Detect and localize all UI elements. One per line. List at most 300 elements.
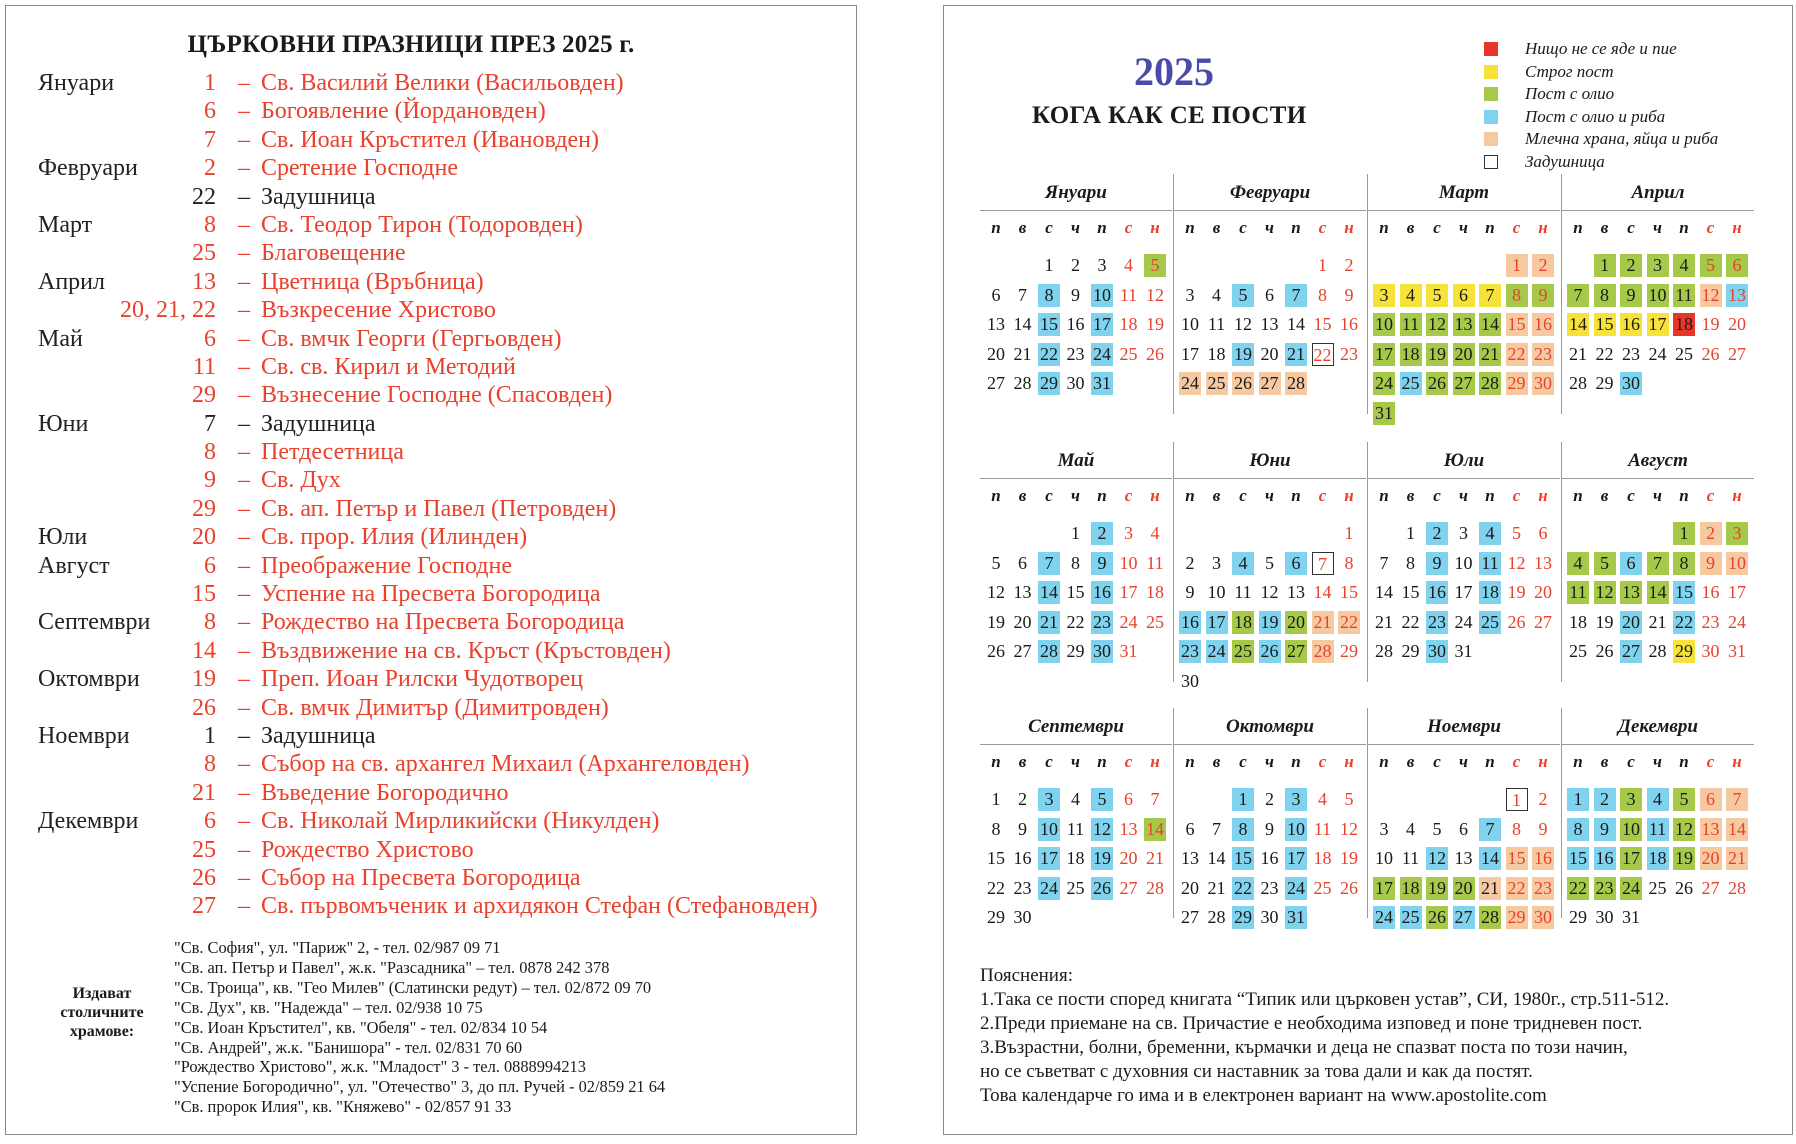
feast-dash: – [238, 779, 250, 806]
calendar-day: 3 [1459, 523, 1468, 543]
feast-row [38, 693, 852, 721]
calendar-day: 7 [1150, 789, 1160, 809]
weekday-header: н [1344, 752, 1354, 771]
calendar-day: 4 [1124, 255, 1133, 275]
calendar-day: 7 [1212, 818, 1221, 839]
calendar-day: 19 [1675, 848, 1693, 868]
feast-day: 6 [204, 808, 216, 835]
calendar-day: 24 [1728, 611, 1746, 632]
calendar-day: 21 [1481, 343, 1499, 364]
calendar-day: 24 [1119, 611, 1138, 632]
weekday-header: п [1379, 486, 1389, 505]
calendar-day: 22 [1569, 877, 1587, 898]
calendar-day: 22 [1675, 611, 1693, 632]
calendar-day: 28 [1313, 641, 1332, 661]
month-name: Октомври [1226, 716, 1314, 737]
calendar-day: 26 [987, 641, 1005, 661]
calendar-day: 18 [1066, 848, 1085, 868]
feast-month: Май [38, 325, 83, 352]
weekday-header: н [1732, 486, 1742, 505]
note-line: 3.Възрастни, болни, бременни, кърмачки и деца не спазват поста по този начин, [980, 1037, 1628, 1058]
weekday-header: с [1124, 752, 1133, 771]
feast-day: 9 [204, 467, 216, 494]
calendar-day: 21 [1728, 848, 1746, 868]
weekday-header: в [1406, 218, 1415, 237]
weekday-header: в [1212, 752, 1221, 771]
calendar-day: 26 [1093, 877, 1111, 898]
calendar-day: 15 [1569, 848, 1587, 868]
weekday-header: в [1600, 486, 1609, 505]
calendar-day: 9 [1018, 818, 1027, 839]
calendar-day: 13 [1701, 818, 1720, 839]
feast-month: Април [38, 268, 105, 295]
feast-day: 15 [192, 581, 216, 608]
calendar-day: 6 [1726, 254, 1748, 277]
weekday-header: н [1732, 218, 1742, 237]
month-separator [1367, 442, 1368, 682]
calendar-day: 23 [1534, 877, 1552, 898]
calendar-day: 1 [1406, 523, 1415, 543]
feast-dash: – [238, 694, 250, 721]
weekday-header: с [1433, 486, 1441, 505]
calendar-day: 14 [1481, 314, 1499, 334]
calendar-day: 10 [1454, 552, 1473, 573]
feast-dash: – [238, 155, 250, 182]
weekday-header: в [1600, 218, 1609, 237]
month-rule [1174, 478, 1366, 479]
calendar-day: 20 [1622, 611, 1640, 632]
calendar-day: 7 [1726, 788, 1748, 811]
calendar-day: 21 [1013, 343, 1032, 364]
calendar-day: 29 [1066, 641, 1085, 661]
feast-day: 22 [192, 183, 216, 210]
weekday-header: с [1706, 752, 1715, 771]
calendar-day: 3 [1212, 552, 1221, 573]
calendar-day: 19 [1234, 343, 1252, 364]
calendar-day: 18 [1207, 343, 1226, 364]
calendar-day: 20 [1701, 848, 1720, 868]
calendar-day: 14 [1313, 582, 1332, 602]
calendar-day: 22 [1234, 877, 1252, 898]
month-separator [1561, 174, 1562, 414]
feast-row [38, 664, 852, 692]
feast-month: Септември [38, 609, 151, 636]
calendar-day: 18 [1234, 611, 1252, 632]
feast-row [38, 522, 852, 550]
calendar-day: 7 [1567, 284, 1589, 307]
calendar-day: 29 [1040, 373, 1058, 393]
calendar-day: 25 [1119, 343, 1138, 364]
feast-day: 14 [192, 637, 216, 664]
calendar-day: 27 [1119, 877, 1138, 898]
calendar-day: 19 [1595, 611, 1614, 632]
church-holidays-card [5, 5, 857, 1135]
feast-dash: – [238, 893, 250, 920]
calendar-day: 12 [1595, 582, 1614, 602]
feast-row [38, 778, 852, 806]
calendar-day: 16 [1534, 848, 1552, 868]
calendar-day: 22 [1401, 611, 1420, 632]
calendar-day: 16 [1622, 314, 1640, 334]
note-line: но се съветват с духовния си наставник за това дали и как да постят. [980, 1061, 1533, 1082]
month-name: Февруари [1229, 182, 1311, 203]
calendar-day: 11 [1146, 552, 1164, 573]
calendar-day: 4 [1212, 284, 1221, 305]
calendar-day: 31 [1093, 373, 1111, 393]
month-name: Декември [1617, 716, 1698, 737]
calendar-day: 28 [1375, 641, 1393, 661]
weekday-header: в [1212, 218, 1221, 237]
calendar-day: 7 [1018, 284, 1027, 305]
feast-name: Св. Николай Мирликийски (Никулден) [261, 808, 660, 835]
calendar-day: 8 [1506, 284, 1528, 307]
calendar-day: 23 [1093, 611, 1111, 632]
calendar-day: 9 [1538, 818, 1548, 839]
month-separator [1173, 708, 1174, 918]
calendar-day: 5 [1432, 818, 1442, 839]
calendar-day: 7 [1379, 552, 1389, 573]
feast-row [38, 295, 852, 323]
calendar-day: 1 [1344, 523, 1354, 543]
weekday-header: п [1679, 486, 1689, 505]
calendar-day: 6 [1538, 523, 1548, 543]
weekday-header: в [1600, 752, 1609, 771]
calendar-day: 19 [1507, 582, 1526, 602]
weekday-header: п [1379, 752, 1389, 771]
feast-row [38, 863, 852, 891]
calendar-day: 1 [1673, 522, 1695, 545]
note-line: 2.Преди приемане на св. Причастие е необходима изповед и поне тридневен пост. [980, 1013, 1643, 1034]
calendar-day: 15 [1507, 314, 1526, 334]
feast-name: Възкресение Христово [261, 297, 496, 324]
feast-month: Декември [38, 808, 139, 835]
weekday-header: с [1512, 486, 1521, 505]
month-rule [1562, 210, 1754, 211]
month-separator [1367, 174, 1368, 414]
calendar-day: 30 [1260, 907, 1279, 927]
weekday-header: н [1344, 486, 1354, 505]
calendar-day: 25 [1648, 877, 1667, 898]
calendar-day: 14 [1648, 582, 1667, 602]
feast-dash: – [238, 524, 250, 551]
month-block [1562, 442, 1754, 674]
month-rule [1562, 478, 1754, 479]
publisher-line: "Св. София", ул. "Париж" 2, - тел. 02/987 09 71 [174, 938, 501, 957]
calendar-day: 27 [1701, 877, 1720, 898]
calendar-day: 6 [991, 284, 1001, 305]
calendar-day: 6 [1185, 818, 1195, 839]
calendar-day: 8 [1318, 284, 1327, 305]
feast-name: Св. Дух [261, 467, 341, 494]
weekday-header: п [1485, 752, 1495, 771]
month-rule [1174, 744, 1366, 745]
feast-name: Въведение Богородично [261, 779, 509, 806]
calendar-day: 30 [1066, 373, 1085, 393]
feast-dash: – [238, 268, 250, 295]
month-block [1368, 442, 1560, 674]
feast-name: Задушница [261, 410, 376, 437]
calendar-day: 24 [1181, 373, 1199, 393]
calendar-day: 29 [1340, 641, 1358, 661]
month-rule [980, 210, 1172, 211]
month-name: Януари [1045, 182, 1107, 203]
month-block [1368, 708, 1560, 940]
calendar-day: 21 [1040, 611, 1058, 632]
calendar-day: 5 [1426, 284, 1448, 307]
calendar-day: 27 [1181, 907, 1199, 927]
weekday-header: н [1150, 218, 1160, 237]
feast-list [38, 68, 852, 920]
calendar-day: 10 [1622, 818, 1640, 839]
calendar-day: 26 [1234, 373, 1252, 393]
feast-name: Богоявление (Йордановден) [261, 98, 546, 125]
publishers-label-line: храмове: [69, 1023, 135, 1040]
weekday-header: п [1097, 218, 1107, 237]
calendar-day: 14 [1146, 818, 1164, 839]
calendar-day: 2 [1426, 522, 1448, 545]
feast-name: Св. св. Кирил и Методий [261, 353, 516, 380]
feast-dash: – [238, 382, 250, 409]
calendar-day: 29 [1234, 907, 1252, 927]
calendar-day: 16 [1701, 582, 1720, 602]
weekday-header: ч [1653, 486, 1662, 505]
calendar-day: 4 [1150, 523, 1160, 543]
calendar-day: 30 [1595, 907, 1614, 927]
month-rule [980, 744, 1172, 745]
calendar-day: 21 [1146, 848, 1164, 868]
weekday-header: н [1538, 218, 1548, 237]
feast-day: 26 [192, 694, 216, 721]
feast-month: Ноември [38, 722, 130, 749]
weekday-header: н [1150, 752, 1160, 771]
calendar-day: 3 [1379, 818, 1389, 839]
feast-dash: – [238, 637, 250, 664]
month-rule [1368, 478, 1560, 479]
legend-swatch [1484, 132, 1498, 146]
feast-name: Преп. Иоан Рилски Чудотворец [261, 666, 584, 693]
calendar-day: 8 [1594, 284, 1616, 307]
calendar-day: 11 [1066, 818, 1085, 839]
calendar-day: 18 [1313, 848, 1332, 868]
feast-day: 6 [204, 98, 216, 125]
calendar-day: 7 [1479, 818, 1501, 841]
calendar-day: 8 [1512, 818, 1521, 839]
feast-day: 7 [204, 410, 216, 437]
month-rule [980, 478, 1172, 479]
calendar-day: 14 [1287, 314, 1305, 334]
calendar-day: 31 [1728, 641, 1746, 661]
feast-name: Въздвижение на св. Кръст (Кръстовден) [261, 637, 671, 664]
feast-dash: – [238, 581, 250, 608]
month-rule [1174, 210, 1366, 211]
feast-name: Св. вмчк Димитър (Димитровден) [261, 694, 609, 721]
calendar-day: 26 [1675, 877, 1693, 898]
calendar-day: 10 [1648, 284, 1667, 305]
calendar-day: 16 [1534, 314, 1552, 334]
calendar-day: 6 [1459, 818, 1468, 839]
calendar-day: 7 [1285, 284, 1307, 307]
weekday-header: ч [1265, 752, 1274, 771]
calendar-day: 8 [1567, 818, 1589, 841]
feast-row [38, 210, 852, 238]
calendar-day: 31 [1119, 641, 1138, 661]
calendar-day: 2 [1265, 789, 1274, 809]
calendar-day: 12 [987, 582, 1005, 602]
feast-name: Благовещение [261, 240, 406, 267]
feast-row [38, 125, 852, 153]
calendar-day: 11 [1119, 284, 1138, 305]
calendar-day: 4 [1232, 552, 1254, 575]
feast-day: 6 [204, 325, 216, 352]
calendar-day: 1 [1506, 254, 1528, 277]
calendar-day: 29 [1507, 373, 1526, 393]
calendar-day: 20 [1287, 611, 1305, 632]
weekday-header: п [1379, 218, 1389, 237]
month-name: Март [1438, 182, 1490, 203]
weekday-header: с [1627, 486, 1635, 505]
calendar-day: 31 [1287, 907, 1305, 927]
month-block [1562, 708, 1754, 940]
calendar-day: 25 [1066, 877, 1085, 898]
calendar-day: 28 [1481, 907, 1499, 927]
month-separator [1367, 708, 1368, 918]
calendar-day: 24 [1207, 641, 1226, 661]
feast-dash: – [238, 467, 250, 494]
calendar-day: 30 [1428, 641, 1446, 661]
feast-day: 7 [204, 126, 216, 153]
calendar-day: 3 [1124, 523, 1133, 543]
publisher-line: "Св. Андрей", ж.к. "Банишора" - тел. 02/831 70 60 [174, 1037, 523, 1057]
calendar-day: 11 [1673, 284, 1695, 307]
calendar-day: 28 [1287, 373, 1305, 393]
calendar-day: 26 [1428, 373, 1446, 393]
calendar-day: 22 [1507, 343, 1526, 364]
calendar-day: 21 [1481, 877, 1499, 898]
calendar-day: 18 [1569, 611, 1587, 632]
feast-row [38, 636, 852, 664]
calendar-day: 28 [1569, 373, 1587, 393]
calendar-day: 12 [1675, 818, 1693, 839]
feast-month: Октомври [38, 666, 140, 693]
calendar-day: 8 [1071, 552, 1080, 573]
calendar-day: 24 [1093, 343, 1111, 364]
calendar-day: 27 [1013, 641, 1032, 661]
calendar-day: 13 [1728, 284, 1746, 305]
month-name: Август [1628, 450, 1688, 471]
calendar-day: 27 [1728, 343, 1746, 364]
legend-swatch [1484, 42, 1498, 56]
calendar-day: 17 [1040, 848, 1058, 868]
calendar-day: 19 [1146, 314, 1164, 334]
calendar-day: 10 [1119, 552, 1138, 573]
calendar-day: 7 [1312, 552, 1334, 575]
calendar-day: 21 [1569, 343, 1587, 364]
weekday-header: с [1512, 752, 1521, 771]
weekday-header: с [1239, 486, 1247, 505]
feast-dash: – [238, 240, 250, 267]
weekday-header: п [1573, 752, 1583, 771]
calendar-day: 21 [1287, 343, 1305, 364]
legend-label: Пост с олио и риба [1525, 106, 1666, 126]
calendar-day: 8 [1232, 818, 1254, 841]
calendar-day: 30 [1181, 670, 1199, 691]
feast-day: 1 [204, 70, 216, 96]
publisher-line: "Успение Богородично", ул. "Отечество" 3, до пл. Ручей - 02/859 21 64 [174, 1077, 666, 1097]
calendar-day: 18 [1401, 877, 1420, 898]
weekday-header: н [1344, 218, 1354, 237]
calendar-day: 13 [1181, 848, 1199, 868]
weekday-header: ч [1459, 486, 1468, 505]
calendar-day: 3 [1285, 788, 1307, 811]
calendar-day: 15 [1234, 848, 1252, 868]
note-line: 1.Така се пости според книгата “Типик или църковен устав”, СИ, 1980г., стр.511-512. [980, 989, 1670, 1010]
weekday-header: в [1018, 218, 1027, 237]
calendar-day: 28 [1728, 877, 1746, 898]
calendar-day: 11 [1207, 314, 1226, 334]
feast-row [38, 579, 852, 607]
calendar-day: 10 [1375, 314, 1393, 334]
weekday-header: п [1573, 218, 1583, 237]
calendar-day: 29 [1401, 641, 1420, 661]
calendar-day: 30 [1093, 641, 1111, 661]
calendar-day: 10 [1207, 582, 1226, 602]
feast-dash: – [238, 297, 250, 324]
calendar-day: 7 [1479, 284, 1501, 307]
calendar-day: 15 [1040, 314, 1058, 334]
calendar-day: 14 [1013, 314, 1032, 334]
month-name: Юни [1249, 450, 1291, 471]
calendar-day: 4 [1071, 789, 1080, 809]
calendar-day: 8 [1406, 552, 1415, 573]
weekday-header: в [1406, 486, 1415, 505]
weekday-header: с [1318, 218, 1327, 237]
calendar-day: 11 [1400, 313, 1422, 336]
calendar-day: 13 [1287, 582, 1305, 602]
calendar-day: 12 [1340, 818, 1358, 839]
weekday-header: ч [1071, 752, 1080, 771]
publisher-line: "Св. ап. Петър и Павел", ж.к. "Разсадника" – тел. 0878 242 378 [174, 957, 610, 977]
publishers-label-line: столичните [60, 1004, 144, 1021]
feast-dash: – [238, 211, 250, 238]
month-block [1562, 174, 1754, 406]
feast-name: Събор на Пресвета Богородица [261, 864, 581, 891]
feast-dash: – [238, 126, 250, 153]
month-block [1174, 442, 1366, 691]
feast-day: 8 [204, 211, 216, 238]
calendar-day: 18 [1481, 582, 1499, 602]
calendar-day: 27 [1287, 641, 1305, 661]
weekday-header: с [1433, 218, 1441, 237]
calendar-day: 28 [1040, 641, 1058, 661]
weekday-header: п [1573, 486, 1583, 505]
calendar-day: 2 [1071, 255, 1080, 275]
calendar-day: 18 [1119, 314, 1138, 334]
feast-day: 29 [192, 495, 216, 522]
calendar-day: 14 [1481, 848, 1499, 868]
calendar-day: 20 [1260, 343, 1279, 364]
feast-month: Август [38, 552, 110, 579]
calendar-day: 5 [1265, 552, 1274, 573]
year-title: 2025 [1134, 49, 1214, 94]
calendar-day: 20 [1454, 877, 1473, 898]
calendar-day: 15 [987, 848, 1005, 868]
feast-name: Задушница [261, 722, 376, 749]
calendar-day: 27 [1534, 611, 1552, 632]
calendar-day: 4 [1479, 522, 1501, 545]
weekday-header: с [1318, 486, 1327, 505]
feast-name: Преображение Господне [261, 552, 512, 579]
weekday-header: с [1627, 752, 1635, 771]
